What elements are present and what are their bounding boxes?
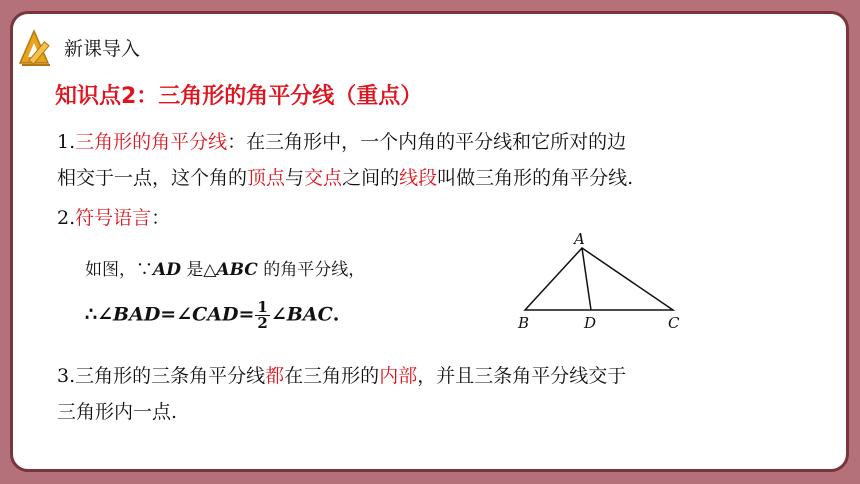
- keyword-all: 都: [265, 365, 285, 387]
- point-3-text-a: 三角形的三条角平分线: [75, 365, 266, 387]
- triangle-diagram: [505, 228, 695, 338]
- formula-bac: BAC: [286, 303, 333, 326]
- vertex-label-d: D: [584, 314, 597, 332]
- point-2: [57, 200, 170, 236]
- point-1-line2-a: 相交于一点，这个角的: [57, 167, 248, 189]
- point-1-number: 1.: [57, 131, 76, 153]
- fraction-denominator: 2: [257, 314, 268, 332]
- point-1: [57, 124, 633, 196]
- vertex-label-b: B: [518, 314, 530, 332]
- point-1-line-2: [57, 160, 633, 196]
- vertex-label-c: C: [668, 314, 680, 332]
- point-1-line2-c: 之间的: [342, 167, 400, 189]
- point-3-number: 3.: [57, 365, 76, 387]
- triangle-abc: [525, 248, 673, 310]
- point-3-line-2: 三角形内一点.: [57, 401, 178, 423]
- bisector-ad: [582, 248, 591, 310]
- keyword-segment: 线段: [399, 167, 438, 189]
- point-1-line2-b: 与: [285, 167, 305, 189]
- point-3-text-c: ，并且三条角平分线交于: [417, 365, 627, 387]
- point-3: [57, 358, 626, 430]
- formula-because: 如图，∵: [85, 260, 153, 280]
- keyword-intersection: 交点: [304, 167, 343, 189]
- formula-bisector-text: 的角平分线，: [257, 260, 366, 280]
- point-2-colon: ：: [151, 207, 171, 229]
- ruler-triangle-icon: [16, 27, 60, 67]
- formula-period: .: [332, 303, 340, 326]
- section-title: 新课导入: [64, 38, 141, 60]
- point-1-text: ：在三角形中，一个内角的平分线和它所对的边: [227, 131, 627, 153]
- point-2-number: 2.: [57, 207, 76, 229]
- point-3-text-b: 在三角形的: [284, 365, 380, 387]
- formula-line-2: [85, 300, 339, 331]
- formula-bad: BAD: [113, 303, 161, 326]
- point-1-line-1: [57, 124, 633, 160]
- formula-angle: ∠: [270, 303, 287, 326]
- point-3-line-1: [57, 358, 626, 394]
- formula-ad: AD: [153, 260, 181, 280]
- topic-title: 知识点2：三角形的角平分线（重点）: [55, 84, 423, 109]
- keyword-vertex: 顶点: [247, 167, 286, 189]
- fraction-half: [255, 300, 269, 331]
- vertex-label-a: A: [574, 230, 585, 248]
- formula-abc: ABC: [216, 260, 258, 280]
- formula-is-triangle: 是△: [180, 260, 217, 280]
- point-2-term: 符号语言: [75, 207, 152, 229]
- formula-equals-1: =∠: [160, 303, 193, 326]
- fraction-numerator: 1: [257, 298, 268, 316]
- keyword-inside: 内部: [379, 365, 418, 387]
- formula-line-1: [85, 255, 365, 280]
- formula-equals-2: =: [238, 303, 255, 326]
- point-1-term: 三角形的角平分线: [75, 131, 228, 153]
- point-1-line2-d: 叫做三角形的角平分线.: [437, 167, 634, 189]
- formula-therefore: ∴∠: [85, 303, 114, 326]
- formula-cad: CAD: [192, 303, 239, 326]
